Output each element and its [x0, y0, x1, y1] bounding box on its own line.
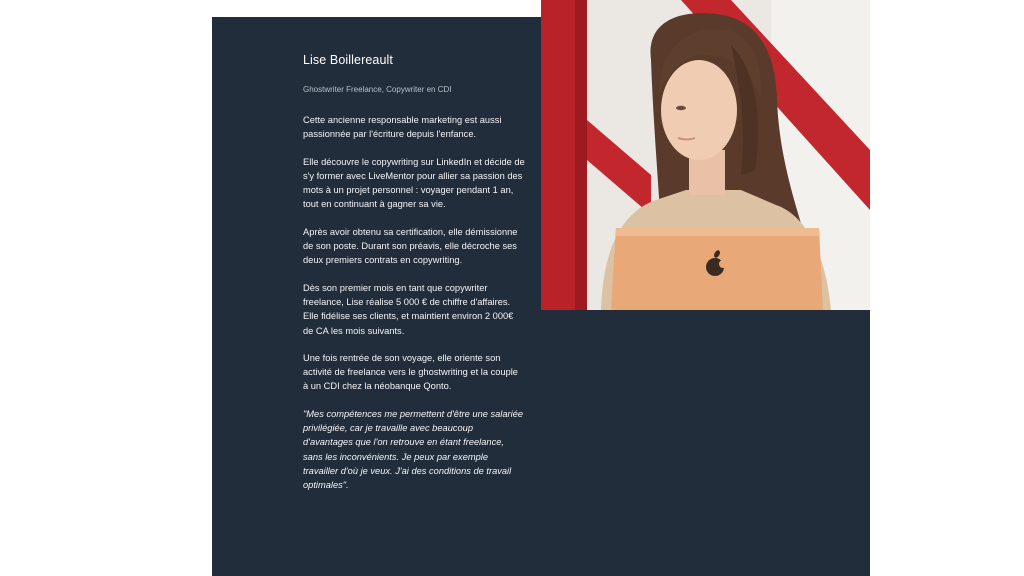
bio-paragraph-3: Après avoir obtenu sa certification, elle démissionne de son poste. Durant son préavis, elle décroche ses deux premiers contrats en copywriting.	[303, 226, 518, 266]
bio-paragraph-1: Cette ancienne responsable marketing est aussi passionnée par l'écriture depuis l'enfance.	[303, 115, 502, 140]
bio-paragraph-2: Elle découvre le copywriting sur LinkedIn et décide de s'y former avec LiveMentor pour allier sa passion des mots à un projet personnel : voyager pendant 1 an, tout en continuant à gagner sa vie.	[303, 156, 525, 210]
testimonial-quote: "Mes compétences me permettent d'être une salariée privilégiée, car je travaille avec beaucoup d'avantages que l'on retrouve en étant freelance, sans les inconvénients. Je peux par exemple travailler d'où je veux. J'ai des conditions de travail optimales".	[303, 408, 524, 491]
bio-paragraph-4: Dès son premier mois en tant que copywriter freelance, Lise réalise 5 000 € de chiffre d'affaires. Elle fidélise ses clients, et maintient environ 2 000€ de CA les mois suivants.	[303, 282, 514, 336]
profile-photo	[541, 0, 870, 310]
profile-role: Ghostwriter Freelance, Copywriter en CDI	[303, 85, 452, 94]
portrait-illustration	[541, 0, 870, 310]
profile-text	[303, 53, 525, 493]
profile-name: Lise Boillereault	[303, 53, 393, 67]
bio-paragraph-5: Une fois rentrée de son voyage, elle oriente son activité de freelance vers le ghostwriting et la couple à un CDI chez la néobanque Qonto.	[303, 352, 518, 392]
